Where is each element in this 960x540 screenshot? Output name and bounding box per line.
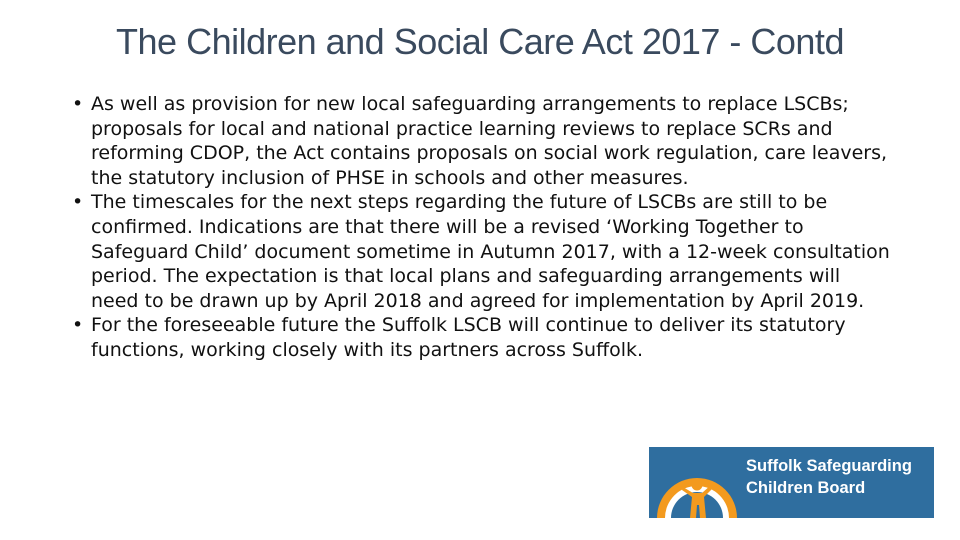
- suffolk-safeguarding-logo: [649, 447, 934, 518]
- slide-title: The Children and Social Care Act 2017 - Contd: [116, 21, 844, 62]
- bullet-list: [72, 92, 892, 363]
- bullet-item: • For the foreseeable future the Suffolk LSCB will continue to deliver its statutory functions, working closely with its partners across Suffolk.: [72, 313, 892, 362]
- bullet-item: • The timescales for the next steps regarding the future of LSCBs are still to be confirmed. Indications are that there will be a revised ‘Working Together to Safeguard Child’ document sometime in Autumn 2017, with a 12-week consultation period. The expectation is that local plans and safeguarding arrangements will need to be drawn up by April 2018 and agreed for implementation by April 2019.: [72, 190, 892, 313]
- logo-text: [746, 455, 912, 499]
- logo-line-2: Children Board: [746, 479, 866, 497]
- logo-line-1: Suffolk Safeguarding: [746, 457, 912, 475]
- bullet-item: • As well as provision for new local safeguarding arrangements to replace LSCBs; proposals for local and national practice learning reviews to replace SCRs and reforming CDOP, the Act contains proposals on social work regulation, care leavers, the statutory inclusion of PHSE in schools and other measures.: [72, 92, 892, 190]
- child-figure-icon: [649, 447, 749, 518]
